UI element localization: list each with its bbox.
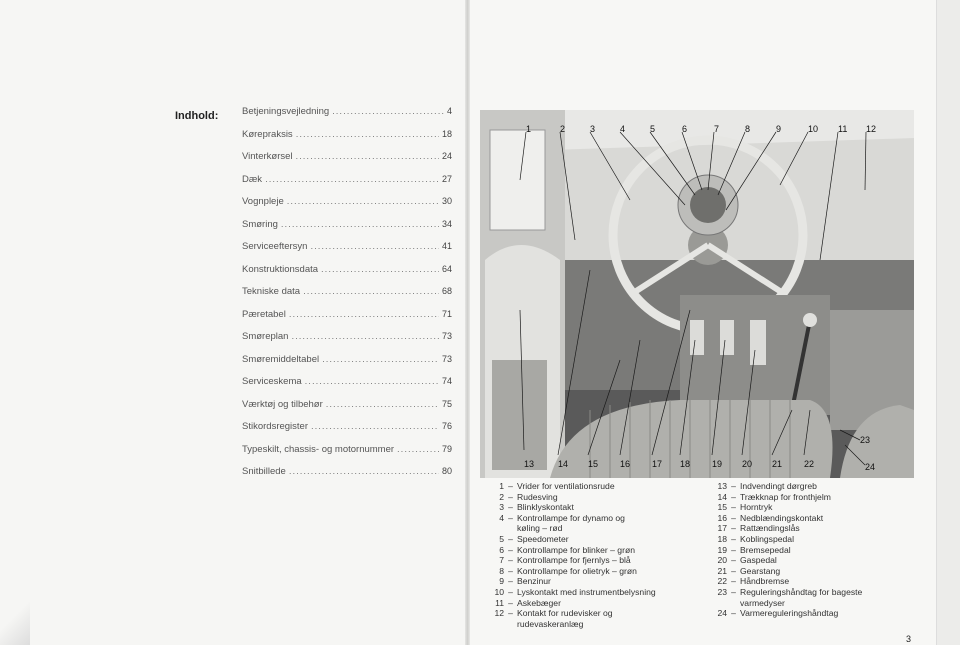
legend-item — [481, 598, 696, 609]
legend-item — [704, 566, 914, 577]
legend-item — [481, 608, 696, 619]
toc-entry — [242, 151, 452, 174]
legend-text: Gearstang — [740, 565, 781, 576]
legend-dash: – — [731, 481, 736, 491]
page-number: 3 — [906, 634, 912, 644]
legend-item — [704, 481, 914, 492]
toc-entry-title: Værktøj og tilbehør — [242, 398, 323, 410]
legend-text: Bremsepedal — [740, 544, 791, 555]
callout-number: 15 — [588, 459, 599, 469]
callout-number: 18 — [680, 459, 691, 469]
legend-text: Speedometer — [517, 533, 569, 544]
dashboard-photo — [480, 110, 914, 478]
legend-text: Askebæger — [517, 597, 561, 608]
toc-entry-page: 71 — [441, 308, 452, 319]
legend-text: Horntryk — [740, 502, 773, 513]
callout-number: 9 — [776, 124, 782, 134]
toc-dot-leader — [265, 174, 439, 185]
callout-number: 8 — [745, 124, 751, 134]
legend-number: 5 — [499, 533, 504, 544]
callout-number: 5 — [650, 124, 656, 134]
callout-number: 12 — [866, 124, 877, 134]
toc-entry — [242, 174, 452, 197]
toc-dot-leader — [289, 466, 439, 477]
legend-number: 7 — [499, 555, 504, 566]
toc-heading: Indhold: — [175, 110, 219, 122]
toc-entry — [242, 444, 452, 467]
toc-entry-title: Betjeningsvejledning — [242, 106, 330, 117]
toc-dot-leader — [326, 399, 439, 410]
legend-text: rudevaskeranlæg — [517, 618, 584, 629]
legend-dash: – — [731, 576, 736, 587]
toc-entry-page: 27 — [441, 173, 452, 184]
toc-dot-leader — [289, 309, 439, 320]
toc-entry-page: 75 — [441, 398, 452, 409]
toc-dot-leader — [287, 196, 439, 207]
legend-item — [704, 545, 914, 556]
toc-entry-title: Serviceeftersyn — [242, 241, 308, 252]
toc-entry-page: 34 — [441, 218, 452, 229]
legend-dash: – — [731, 544, 736, 555]
toc-entry-title: Konstruktionsdata — [242, 263, 319, 275]
legend-item — [704, 492, 914, 503]
toc-entry — [242, 196, 452, 219]
legend-item — [481, 513, 696, 524]
legend-item — [704, 587, 914, 598]
legend-dash: – — [731, 608, 736, 619]
toc-entry-page: 73 — [441, 353, 452, 364]
page-edge — [936, 0, 960, 645]
legend-number: 17 — [717, 523, 727, 534]
legend-text: Koblingspedal — [740, 533, 794, 544]
legend-item — [704, 608, 914, 619]
legend-number: 11 — [495, 597, 504, 608]
callout-number: 2 — [560, 124, 566, 134]
toc-entry-page: 18 — [441, 128, 452, 139]
legend-item — [704, 502, 914, 513]
legend-number: 8 — [499, 565, 504, 576]
legend-text: Kontrollampe for dynamo og — [517, 512, 625, 523]
toc-entry-page: 80 — [441, 466, 452, 476]
toc-entry — [242, 421, 452, 444]
toc-entry-title: Smøring — [242, 218, 278, 230]
legend-dash: – — [508, 565, 513, 576]
legend-dash: – — [731, 586, 736, 597]
toc-entry-page: 41 — [441, 241, 452, 251]
legend-number: 15 — [717, 502, 727, 513]
callout-number: 21 — [772, 459, 783, 469]
legend-text: Kontakt for rudevisker og — [517, 608, 613, 619]
legend-item — [704, 555, 914, 566]
legend-number: 2 — [499, 491, 504, 502]
toc-entry-page: 76 — [441, 421, 452, 431]
legend-number: 1 — [499, 481, 504, 491]
legend-number: 18 — [717, 533, 727, 544]
legend-dash: – — [508, 586, 513, 597]
legend-text: Rattændingslås — [740, 523, 800, 534]
legend-dash — [504, 523, 517, 534]
legend-dash: – — [508, 597, 513, 608]
legend-item — [481, 492, 696, 503]
legend-item — [481, 619, 696, 630]
legend-item — [481, 587, 696, 598]
legend-number: 20 — [717, 555, 727, 566]
toc-dot-leader — [296, 151, 439, 162]
callout-number: 16 — [620, 459, 631, 469]
legend-number: 12 — [494, 608, 504, 619]
legend-number: 14 — [717, 491, 727, 502]
legend-dash: – — [731, 502, 736, 513]
toc-entry — [242, 106, 452, 129]
toc-dot-leader — [332, 106, 444, 117]
legend-text: Trækknap for fronthjelm — [740, 491, 831, 502]
legend-number: 10 — [494, 586, 504, 597]
legend-number: 3 — [499, 502, 504, 513]
toc-entry-title: Tekniske data — [242, 286, 301, 297]
toc-entry-title: Pæretabel — [242, 308, 286, 320]
toc-entry — [242, 129, 452, 152]
legend-number — [704, 598, 727, 609]
callout-number: 13 — [524, 459, 535, 469]
toc-entry — [242, 331, 452, 354]
toc-dot-leader — [305, 376, 439, 387]
legend-item — [704, 513, 914, 524]
toc-entry — [242, 399, 452, 422]
toc-entry — [242, 264, 452, 287]
toc-entry-title: Smøreplan — [242, 331, 289, 342]
toc-dot-leader — [397, 444, 439, 455]
table-of-contents — [242, 106, 452, 489]
toc-entry-page: 4 — [446, 106, 452, 116]
book-gutter — [465, 0, 470, 645]
toc-dot-leader — [310, 241, 439, 252]
legend-text: Reguleringshåndtag for bageste — [740, 586, 863, 597]
page-corner-shadow — [0, 600, 30, 645]
legend-column-right — [704, 481, 914, 619]
toc-entry — [242, 241, 452, 264]
legend-number — [481, 523, 504, 534]
legend-column-left — [481, 481, 696, 629]
legend-text: Gaspedal — [740, 555, 777, 566]
callout-number: 6 — [682, 124, 688, 134]
legend-dash: – — [508, 533, 513, 544]
toc-entry-title: Snitbillede — [242, 466, 286, 477]
legend-dash: – — [731, 555, 736, 566]
callout-number: 10 — [808, 124, 819, 134]
callout-number: 20 — [742, 459, 753, 469]
legend-text: varmedyser — [740, 597, 785, 608]
legend-number: 22 — [717, 576, 727, 587]
toc-dot-leader — [296, 129, 439, 140]
callout-number: 3 — [590, 124, 596, 134]
legend-dash: – — [508, 555, 513, 566]
legend-item — [704, 576, 914, 587]
toc-entry-title: Stikordsregister — [242, 421, 308, 432]
legend-dash: – — [508, 576, 513, 587]
legend-dash: – — [731, 533, 736, 544]
toc-entry-title: Dæk — [242, 173, 263, 185]
legend-item — [704, 598, 914, 609]
toc-entry — [242, 376, 452, 399]
callout-number: 14 — [558, 459, 569, 469]
legend-dash: – — [731, 512, 736, 523]
callout-number: 4 — [620, 124, 626, 134]
toc-dot-leader — [281, 219, 439, 230]
legend-item — [481, 576, 696, 587]
toc-dot-leader — [291, 331, 439, 342]
toc-entry — [242, 354, 452, 377]
toc-dot-leader — [311, 421, 439, 432]
toc-entry — [242, 466, 452, 489]
toc-entry-page: 74 — [441, 376, 452, 386]
legend-dash: – — [731, 491, 736, 502]
callout-number: 17 — [652, 459, 663, 469]
toc-entry-page: 24 — [441, 151, 452, 161]
legend-dash: – — [508, 512, 513, 523]
toc-entry-title: Serviceskema — [242, 376, 302, 387]
toc-entry — [242, 219, 452, 242]
legend-dash — [727, 598, 740, 609]
legend-number: 9 — [499, 576, 504, 587]
toc-entry-title: Typeskilt, chassis- og motornummer — [242, 443, 395, 455]
legend-dash: – — [508, 502, 513, 513]
toc-entry — [242, 309, 452, 332]
legend-text: Vrider for ventilationsrude — [517, 481, 615, 491]
legend-item — [481, 555, 696, 566]
legend-item — [481, 502, 696, 513]
toc-entry-page: 30 — [441, 196, 452, 206]
callout-number: 22 — [804, 459, 815, 469]
legend-item — [481, 566, 696, 577]
legend-text: Nedblændingskontakt — [740, 512, 824, 523]
legend-number — [481, 619, 504, 630]
legend-text: Kontrollampe for fjernlys – blå — [517, 555, 631, 566]
legend-dash: – — [508, 491, 513, 502]
toc-entry-page: 64 — [441, 263, 452, 274]
legend-dash: – — [731, 565, 736, 576]
legend-item — [481, 545, 696, 556]
legend-dash: – — [508, 608, 513, 619]
legend-number: 6 — [499, 544, 504, 555]
legend-text: køling – rød — [517, 523, 563, 534]
legend-number: 21 — [717, 565, 727, 576]
toc-entry-title: Vinterkørsel — [242, 151, 293, 162]
legend-text: Håndbremse — [740, 576, 790, 587]
legend-item — [481, 523, 696, 534]
legend-text: Blinklyskontakt — [517, 502, 574, 513]
legend-text: Rudesving — [517, 491, 558, 502]
toc-entry-page: 68 — [441, 286, 452, 296]
toc-entry-page: 73 — [441, 331, 452, 341]
callout-number: 23 — [860, 435, 871, 445]
legend-number: 16 — [717, 512, 727, 523]
toc-entry — [242, 286, 452, 309]
legend-item — [481, 481, 696, 492]
callout-number: 7 — [714, 124, 720, 134]
legend-dash: – — [508, 544, 513, 555]
callout-number: 11 — [838, 124, 848, 134]
car-interior-illustration — [480, 110, 914, 478]
callout-number: 19 — [712, 459, 723, 469]
legend-text: Lyskontakt med instrumentbelysning — [517, 586, 656, 597]
legend-number: 13 — [717, 481, 727, 491]
toc-dot-leader — [322, 354, 439, 365]
legend-dash: – — [508, 481, 513, 491]
legend-item — [481, 534, 696, 545]
legend-text: Indvendingt dørgreb — [740, 481, 817, 491]
legend-number: 23 — [717, 586, 727, 597]
legend-text: Benzinur — [517, 576, 551, 587]
toc-dot-leader — [303, 286, 439, 297]
legend-text: Kontrollampe for olietryk – grøn — [517, 565, 637, 576]
toc-entry-title: Smøremiddeltabel — [242, 353, 320, 365]
legend-number: 24 — [717, 608, 727, 619]
legend-dash — [504, 619, 517, 630]
legend-number: 19 — [717, 544, 727, 555]
toc-entry-title: Vognpleje — [242, 196, 284, 207]
toc-dot-leader — [321, 264, 439, 275]
callout-number: 1 — [526, 124, 532, 134]
legend-dash: – — [731, 523, 736, 534]
legend-text: Varmereguleringshåndtag — [740, 608, 839, 619]
toc-entry-page: 79 — [441, 443, 452, 454]
legend-number: 4 — [499, 512, 504, 523]
legend-item — [704, 523, 914, 534]
toc-entry-title: Kørepraksis — [242, 128, 293, 140]
legend-text: Kontrollampe for blinker – grøn — [517, 544, 635, 555]
callout-number: 24 — [865, 462, 876, 472]
legend-item — [704, 534, 914, 545]
